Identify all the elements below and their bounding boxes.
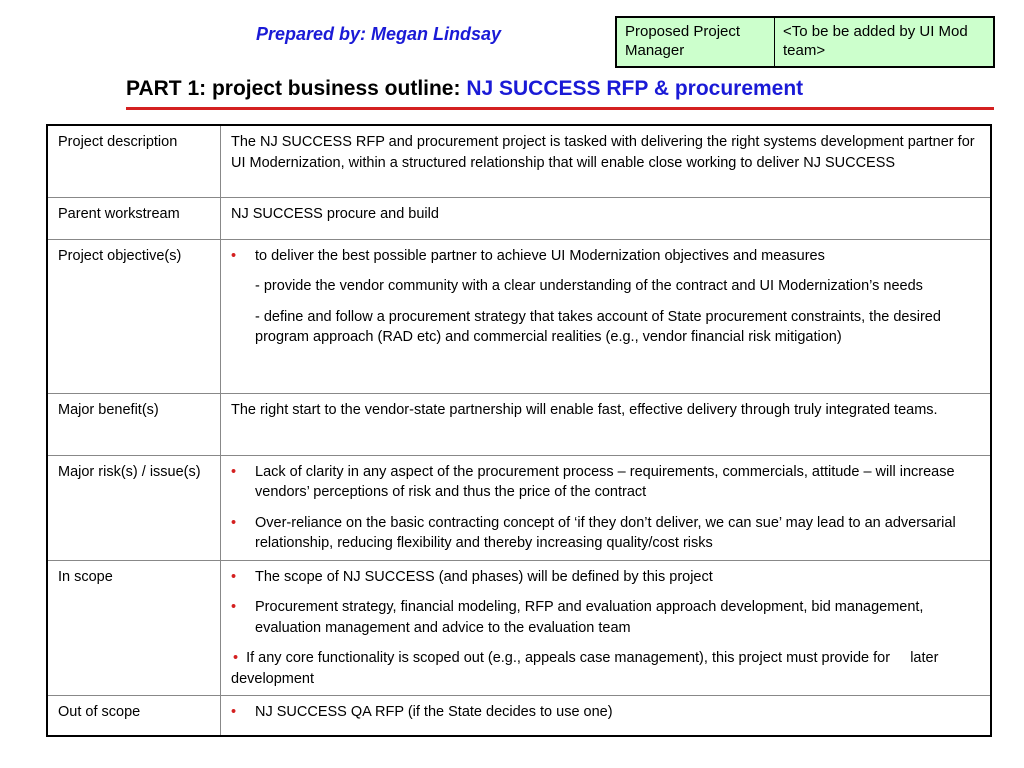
bullet-text: NJ SUCCESS QA RFP (if the State decides to use one): [255, 704, 613, 720]
row-label: Major benefit(s): [47, 393, 221, 455]
row-value: The NJ SUCCESS RFP and procurement project is tasked with delivering the right systems development partner for UI Modernization, within a structured relationship that will enable close working to deliver NJ SUCCESS: [221, 125, 992, 197]
bullet-item: [231, 648, 980, 689]
bullet-text: Over-reliance on the basic contracting concept of ‘if they don’t deliver, we can sue’ may lead to an adversarial relationship, reducing flexibility and thereby increasing quality/cost risks: [255, 514, 956, 551]
bullet-icon: •: [231, 463, 237, 480]
bullet-item: [231, 246, 980, 267]
sub-item: - define and follow a procurement strategy that takes account of State procurement constraints, the desired program approach (RAD etc) and commercial realities (e.g., vendor financial risk mitigation): [255, 308, 941, 345]
bullet-item: [231, 597, 980, 638]
bullet-icon: •: [231, 514, 237, 531]
project-manager-box: [615, 16, 995, 68]
title-underline: [126, 107, 994, 110]
pm-label: Proposed Project Manager: [617, 18, 775, 66]
row-value: The right start to the vendor-state partnership will enable fast, effective delivery through truly integrated teams.: [221, 393, 992, 455]
bullet-text: Procurement strategy, financial modeling, RFP and evaluation approach development, bid management, evaluation management and advice to the evaluation team: [255, 599, 924, 636]
bullet-item: [231, 513, 980, 554]
prepared-by: Prepared by: Megan Lindsay: [256, 24, 502, 44]
row-value: [221, 455, 992, 560]
bullet-icon: •: [231, 599, 237, 615]
bullet-icon: •: [231, 704, 237, 720]
title-prefix: PART 1: project business outline:: [126, 77, 467, 100]
title-project-name: NJ SUCCESS RFP & procurement: [466, 77, 804, 100]
table-row: [47, 239, 991, 393]
row-value: [221, 239, 992, 393]
row-value: [221, 560, 992, 696]
row-label: Parent workstream: [47, 197, 221, 239]
sub-item: - provide the vendor community with a clear understanding of the contract and UI Modernization’s needs: [255, 278, 923, 294]
bullet-text: Lack of clarity in any aspect of the procurement process – requirements, commercials, attitude – will increase vendors’ perceptions of risk and thus the price of the contract: [255, 463, 955, 500]
row-label: Major risk(s) / issue(s): [47, 455, 221, 560]
table-row: [47, 455, 991, 560]
table-row: [47, 560, 991, 696]
bullet-text: If any core functionality is scoped out (e.g., appeals case management), this project must provide for later development: [231, 650, 943, 687]
row-label: Project description: [47, 125, 221, 197]
business-outline-table: [46, 124, 992, 737]
row-label: Out of scope: [47, 696, 221, 736]
bullet-text: to deliver the best possible partner to achieve UI Modernization objectives and measures: [255, 247, 825, 264]
bullet-icon: •: [231, 568, 237, 585]
pm-value: <To be be added by UI Mod team>: [783, 23, 968, 59]
bullet-item: [231, 567, 980, 588]
row-label: In scope: [47, 560, 221, 696]
bullet-item: [231, 462, 980, 503]
table-row: [47, 125, 991, 197]
table-row: [47, 696, 991, 736]
table-row: [47, 393, 991, 455]
bullet-item: [231, 702, 980, 723]
row-value: [221, 696, 992, 736]
row-value: NJ SUCCESS procure and build: [221, 197, 992, 239]
bullet-icon: •: [231, 247, 237, 264]
bullet-icon: •: [233, 650, 239, 666]
row-label: Project objective(s): [47, 239, 221, 393]
bullet-text: The scope of NJ SUCCESS (and phases) will be defined by this project: [255, 568, 713, 585]
table-row: [47, 197, 991, 239]
page-title: [126, 77, 803, 101]
